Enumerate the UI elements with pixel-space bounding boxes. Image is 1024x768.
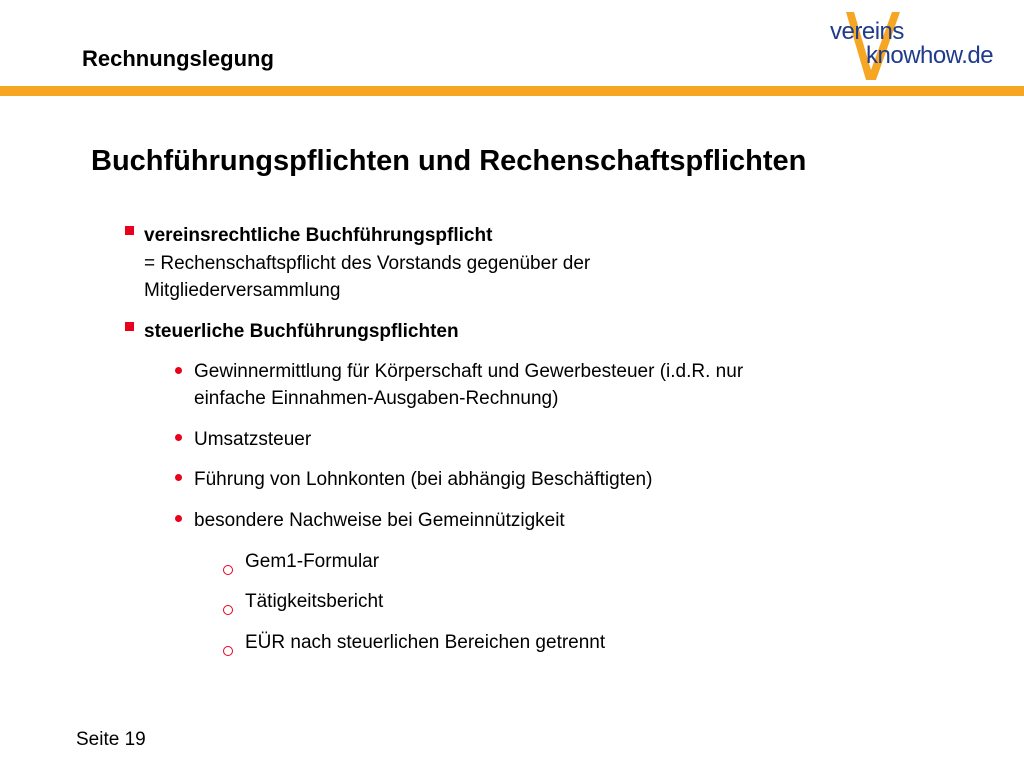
- dot-bullet-icon: [175, 515, 182, 522]
- logo-text-vereins: vereins: [830, 18, 904, 45]
- circle-bullet-icon: [223, 605, 233, 615]
- dot-bullet-icon: [175, 367, 182, 374]
- list-item-level1: vereinsrechtliche Buchführungspflicht: [144, 225, 493, 246]
- dot-bullet-icon: [175, 474, 182, 481]
- list-item-level2: Führung von Lohnkonten (bei abhängig Beschäftigten): [194, 469, 653, 490]
- list-item-level3: EÜR nach steuerlichen Bereichen getrennt: [245, 632, 606, 653]
- section-title: Rechnungslegung: [82, 46, 274, 71]
- list-item-level3: Gem1-Formular: [245, 551, 380, 572]
- circle-bullet-icon: [223, 565, 233, 575]
- list-item-subtext: Mitgliederversammlung: [144, 280, 341, 301]
- square-bullet-icon: [125, 322, 134, 331]
- list-item-subtext: = Rechenschaftspflicht des Vorstands gegenüber der: [144, 253, 591, 274]
- list-item-level2: besondere Nachweise bei Gemeinnützigkeit: [194, 510, 565, 531]
- list-item-level2: einfache Einnahmen-Ausgaben-Rechnung): [194, 388, 559, 409]
- dot-bullet-icon: [175, 434, 182, 441]
- page-title: Buchführungspflichten und Rechenschaftspflichten: [91, 145, 807, 177]
- logo-text-knowhow: knowhow.de: [866, 42, 994, 69]
- header-divider: [0, 86, 1024, 96]
- list-item-level2: Umsatzsteuer: [194, 429, 312, 450]
- logo: [826, 8, 996, 84]
- page-number: Seite 19: [76, 729, 146, 750]
- list-item-level3: Tätigkeitsbericht: [245, 591, 384, 612]
- list-item-level2: Gewinnermittlung für Körperschaft und Gewerbesteuer (i.d.R. nur: [194, 361, 744, 382]
- circle-bullet-icon: [223, 646, 233, 656]
- square-bullet-icon: [125, 226, 134, 235]
- list-item-level1: steuerliche Buchführungspflichten: [144, 321, 459, 342]
